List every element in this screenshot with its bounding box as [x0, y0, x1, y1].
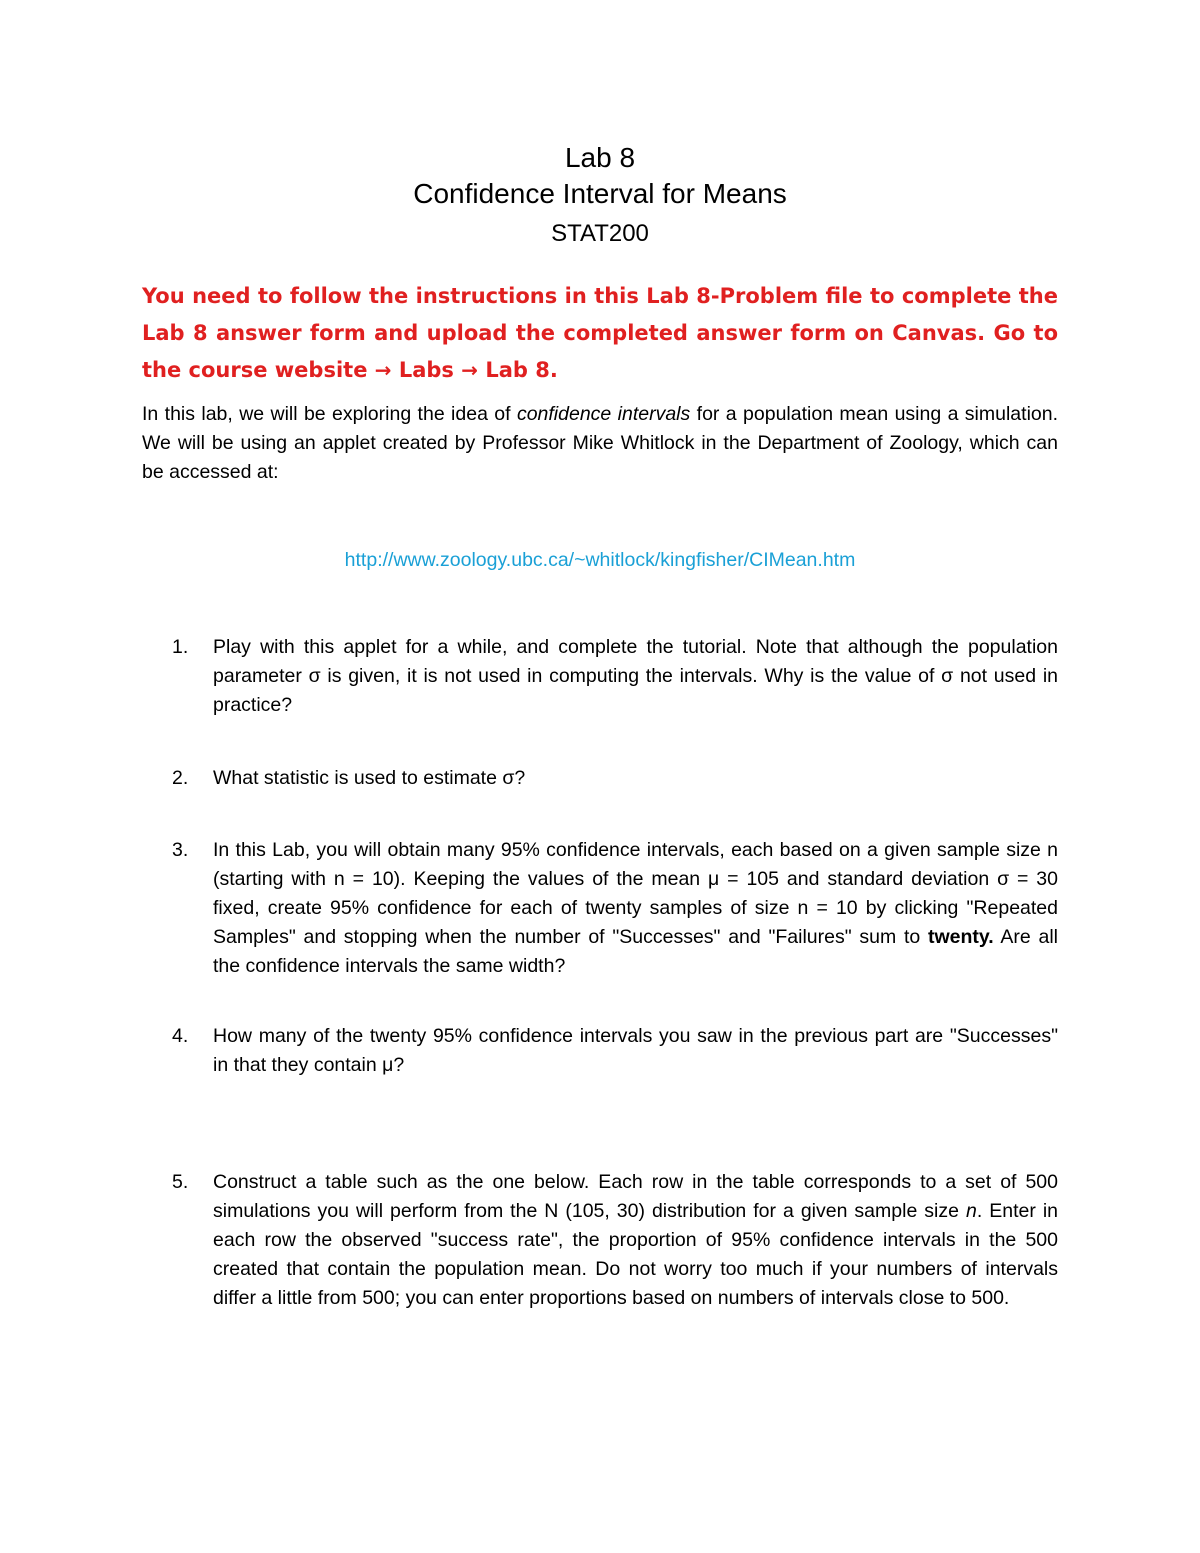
notice-text: You need to follow the instructions in this Lab 8-Problem file to complete the Lab 8 answer form and upload the completed answer form on Canvas. Go to the course website	[142, 284, 1058, 382]
question-number: 3.	[172, 839, 189, 861]
instructions-notice	[142, 278, 1058, 389]
question-3	[172, 836, 1058, 981]
lab-title: Lab 8	[564, 142, 636, 173]
question-text: Play with this applet for a while, and complete the tutorial. Note that although the population parameter σ is given, it is not used in computing the intervals. Why is the value of σ not used in practice?	[213, 636, 1058, 716]
arrow-right-icon: →	[374, 358, 392, 382]
question-number: 5.	[172, 1171, 189, 1193]
question-text: What statistic is used to estimate σ?	[213, 767, 526, 789]
question-2	[172, 764, 1058, 793]
question-4	[172, 1022, 1058, 1080]
question-text	[213, 836, 1058, 981]
arrow-right-icon: →	[461, 358, 478, 382]
intro-emphasis: confidence intervals	[516, 403, 691, 425]
question-text-part: Construct a table such as the one below. Each row in the table corresponds to a set of 500 simulations you will perform from the N (105, 30) distribution for a given sample size	[213, 1171, 1058, 1222]
question-text: How many of the twenty 95% confidence intervals you saw in the previous part are "Successes" in that they contain μ?	[213, 1025, 1058, 1076]
applet-link[interactable]: http://www.zoology.ubc.ca/~whitlock/kingfisher/CIMean.htm	[344, 549, 856, 571]
notice-lab8: Lab 8.	[485, 358, 558, 382]
question-5	[172, 1168, 1058, 1313]
question-text-part: Are all the confidence intervals the same width?	[213, 926, 1058, 977]
question-text-part: In this Lab, you will obtain many 95% confidence intervals, each based on a given sample size n (starting with n = 10). Keeping the values of the mean μ = 105 and standard deviation σ = 30 fixed, create 95% confidence for each of twenty samples of size n = 10 by clicking "Repeated Samples" and stopping when the number of "Successes" and "Failures" sum to	[213, 839, 1058, 948]
question-text	[213, 1168, 1058, 1313]
intro-paragraph	[142, 400, 1058, 487]
lab-subject: Confidence Interval for Means	[413, 178, 787, 209]
question-bold: twenty.	[928, 926, 994, 948]
question-number: 4.	[172, 1025, 189, 1047]
question-italic: n	[965, 1200, 977, 1222]
intro-text-continued: for a population mean using a simulation. We will be using an applet created by Professor Mike Whitlock in the Department of Zoology, which can be accessed at:	[142, 403, 1059, 483]
question-1	[172, 633, 1058, 720]
title-block	[0, 140, 1200, 252]
question-number: 1.	[172, 636, 189, 658]
notice-labs: Labs	[398, 358, 454, 382]
course-code: STAT200	[551, 220, 649, 247]
question-text-part: . Enter in each row the observed "success rate", the proportion of 95% confidence intervals in the 500 created that contain the population mean. Do not worry too much if your numbers of intervals differ a little from 500; you can enter proportions based on numbers of intervals close to 500.	[213, 1200, 1059, 1309]
intro-text: In this lab, we will be exploring the idea of	[142, 403, 511, 425]
question-number: 2.	[172, 767, 189, 789]
